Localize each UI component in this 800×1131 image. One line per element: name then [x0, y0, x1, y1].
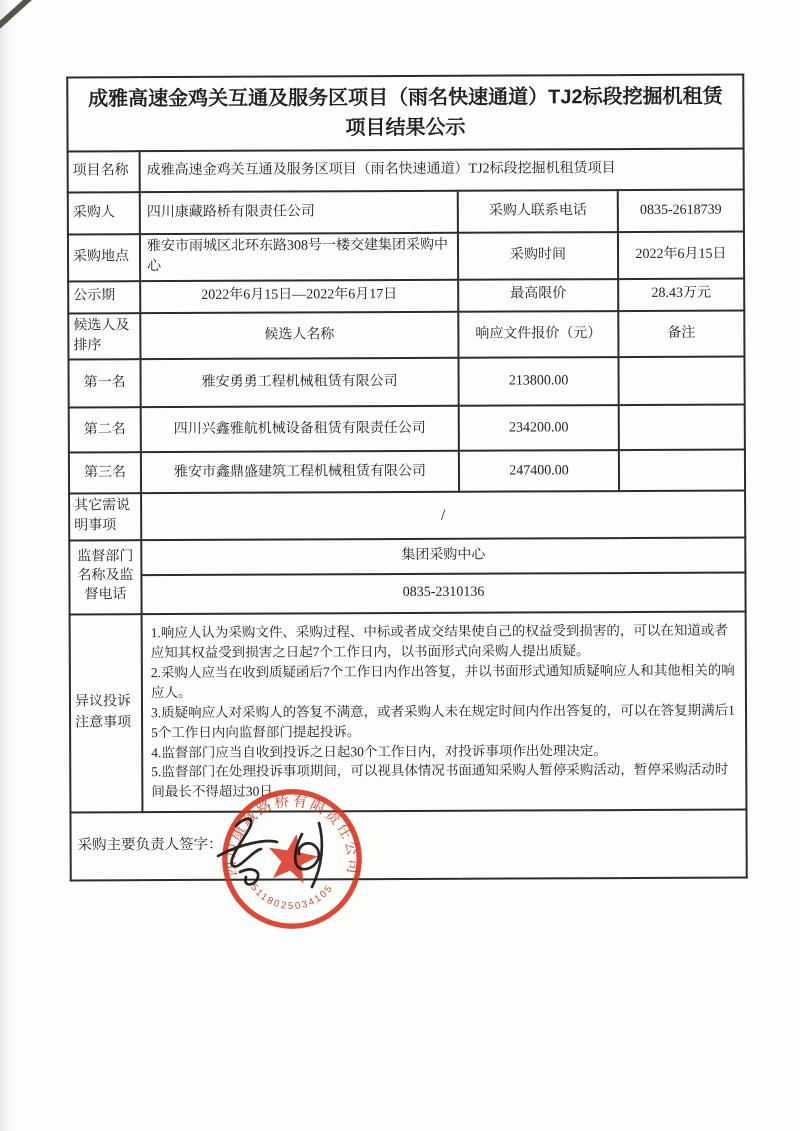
- purchase-time-label: 采购时间: [458, 232, 618, 279]
- signature-stroke: [218, 841, 277, 856]
- signature-stroke: [240, 869, 258, 884]
- candidate-row: [68, 357, 744, 408]
- purchaser-label: 采购人: [68, 192, 140, 234]
- max-price-label: 最高限价: [458, 279, 618, 312]
- candidate-name: 四川兴鑫雅航机械设备租赁有限责任公司: [141, 406, 459, 452]
- candidate-rank: 第二名: [69, 407, 141, 452]
- document-title: 成雅高速金鸡关互通及服务区项目（雨名快速通道）TJ2标段挖掘机租赁项目结果公示: [67, 75, 743, 152]
- signature-stroke: [295, 834, 319, 869]
- signature-line: 采购主要负责人签字：: [70, 809, 746, 880]
- scan-corner-artifact: [0, 0, 40, 37]
- candidates-remark-header: 备注: [618, 310, 744, 357]
- candidate-row: [69, 405, 745, 453]
- candidate-bid: 234200.00: [459, 405, 619, 451]
- candidate-remark: [619, 450, 745, 492]
- project-name-value: 成雅高速金鸡关互通及服务区项目（雨名快速通道）TJ2标段挖掘机租赁项目: [140, 149, 744, 193]
- objection-item: 4.监督部门应当自收到投诉之日起30个工作日内，对投诉事项作出处理决定。: [151, 742, 607, 760]
- handwritten-signature: [206, 808, 368, 904]
- announcement-table: [66, 74, 746, 882]
- candidate-bid: 213800.00: [458, 357, 618, 406]
- publicity-period-value: 2022年6月15日—2022年6月17日: [140, 279, 458, 312]
- other-notes-value: /: [141, 491, 745, 540]
- candidate-remark: [619, 405, 745, 451]
- location-label: 采购地点: [68, 234, 140, 281]
- signature-stroke: [312, 823, 322, 887]
- seal-company-text: 四川康藏路桥有限责任公司: [223, 793, 361, 877]
- candidate-rank: 第三名: [69, 452, 141, 493]
- project-name-label: 项目名称: [68, 151, 140, 192]
- objection-item: 2.采购人应当在收到质疑函后7个工作日内作出答复，并以书面形式通知质疑响应人和其他相关的响应人。: [150, 662, 735, 701]
- objection-item: 5.监督部门在处理投诉事项期间，可以视具体情况书面通知采购人暂停采购活动，暂停采购活动时间最长不得超过30日。: [151, 761, 729, 800]
- purchaser-phone-label: 采购人联系电话: [458, 190, 618, 233]
- seal-number-text: 5118025034105: [248, 882, 336, 913]
- candidates-bid-header: 响应文件报价（元）: [458, 311, 618, 358]
- objection-label: 异议投诉注意事项: [70, 614, 143, 812]
- location-value: 雅安市雨城区北环东路308号一楼交建集团采购中心: [140, 233, 458, 281]
- candidate-bid: 247400.00: [459, 450, 619, 492]
- purchaser-phone-value: 0835-2618739: [618, 190, 744, 233]
- supervision-dept: 集团采购中心: [141, 537, 745, 575]
- max-price-value: 28.43万元: [618, 278, 744, 311]
- candidate-rank: 第一名: [68, 359, 140, 407]
- objection-item: 3.质疑响应人对采购人的答复不满意，或者采购人未在规定时间内作出答复的，可以在答复期满后15个工作日内向监督部门提起投诉。: [150, 702, 735, 740]
- result-publicity-table: [66, 74, 748, 882]
- publicity-period-label: 公示期: [68, 281, 140, 313]
- supervision-label: 监督部门名称及监督电话: [69, 540, 141, 614]
- purchaser-value: 四川康藏路桥有限责任公司: [140, 191, 458, 234]
- objection-item: 1.响应人认为采购文件、采购过程、中标或者成交结果使自己的权益受到损害的，可以在知道或者应知其权益受到损害之日起7个工作日内，以书面形式向采购人提出质疑。: [150, 623, 728, 661]
- supervision-phone: 0835-2310136: [141, 572, 745, 614]
- candidates-rank-header: 候选人及排序: [68, 313, 140, 360]
- candidate-row: [69, 450, 745, 494]
- candidate-name: 雅安市鑫鼎盛建筑工程机械租赁有限公司: [141, 451, 459, 493]
- purchase-time-value: 2022年6月15日: [618, 232, 744, 279]
- candidates-name-header: 候选人名称: [140, 311, 458, 359]
- candidate-remark: [618, 357, 744, 406]
- candidate-name: 雅安勇勇工程机械租赁有限公司: [140, 358, 458, 407]
- objection-notice: [142, 611, 747, 812]
- other-notes-label: 其它需说明事项: [69, 493, 141, 540]
